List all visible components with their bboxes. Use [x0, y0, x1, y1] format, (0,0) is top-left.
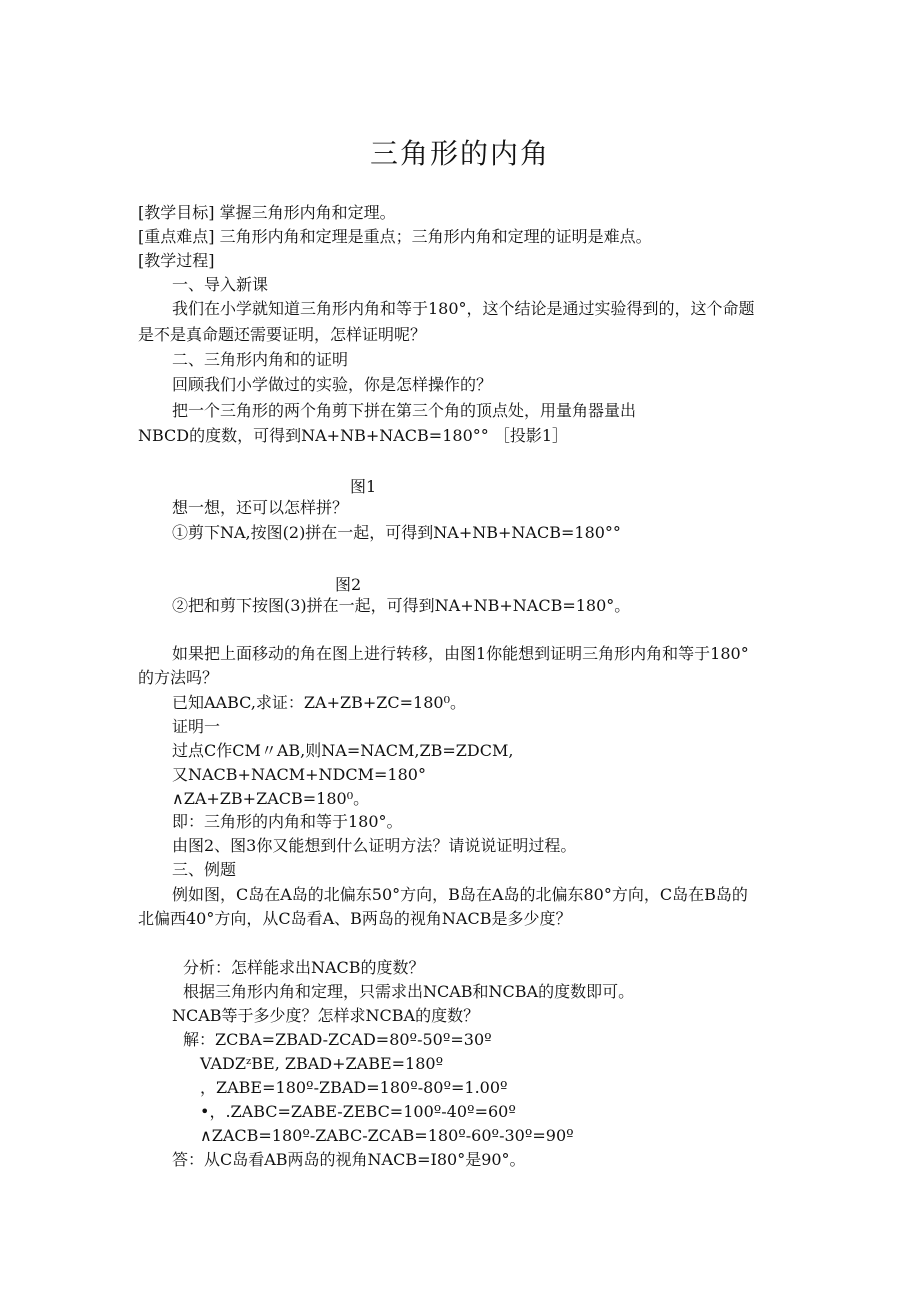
figure-2-caption: 图2	[335, 575, 362, 594]
page-title: 三角形的内角	[369, 137, 550, 170]
solution-step-5: ∧ZACB=180º-ZABC-ZCAB=180º-60º-30º=90º	[200, 1126, 574, 1145]
further-question: 由图2、图3你又能想到什么证明方法？请说说证明过程。	[172, 836, 577, 855]
intro-paragraph-line-1: 我们在小学就知道三角形内角和等于180°，这个结论是通过实验得到的，这个命题	[172, 299, 755, 318]
example-line-1: 例如图，C岛在A岛的北偏东50°方向，B岛在A岛的北偏东80°方向，C岛在B岛的	[172, 885, 748, 904]
section-heading-example: 三、例题	[172, 860, 237, 879]
key-points: [重点难点] 三角形内角和定理是重点；三角形内角和定理的证明是难点。	[138, 227, 652, 246]
think-prompt: 想一想，还可以怎样拼？	[172, 498, 349, 517]
example-line-2: 北偏西40°方向，从C岛看A、B两岛的视角NACB是多少度？	[138, 909, 572, 928]
solution-step-3: ，ZABE=180º-ZBAD=180º-80º=1.00º	[200, 1078, 508, 1097]
method-item-1: ①剪下NA,按图(2)拼在一起，可得到NA+NB+NACB=180°°	[172, 523, 621, 542]
given-statement: 已知AABC,求证：ZA+ZB+ZC=180⁰。	[172, 693, 467, 712]
transfer-question-line-1: 如果把上面移动的角在图上进行转移，由图1你能想到证明三角形内角和等于180°	[172, 644, 749, 663]
proof-step-3: ∧ZA+ZB+ZACB=180⁰。	[172, 789, 370, 808]
solution-step-2: VADZᶻBE, ZBAD+ZABE=180º	[200, 1054, 444, 1073]
proof-step-1: 过点C作CM〃AB,则NA=NACM,ZB=ZDCM,	[172, 741, 514, 760]
teaching-objective: [教学目标] 掌握三角形内角和定理。	[138, 203, 396, 222]
proof-step-2: 又NACB+NACM+NDCM=180°	[172, 765, 426, 784]
figure-1-caption: 图1	[350, 477, 377, 496]
analysis-line-3: NCAB等于多少度？怎样求NCBA的度数？	[172, 1006, 480, 1025]
cut-experiment-line-1: 把一个三角形的两个角剪下拼在第三个角的顶点处，用量角器量出	[172, 401, 637, 420]
section-heading-proof: 二、三角形内角和的证明	[172, 350, 349, 369]
solution-step-1: 解：ZCBA=ZBAD-ZCAD=80º-50º=30º	[183, 1030, 492, 1049]
proof-conclusion: 即：三角形的内角和等于180°。	[172, 812, 403, 831]
answer: 答：从C岛看AB两岛的视角NACB=I80°是90°。	[172, 1150, 526, 1169]
proof-label: 证明一	[172, 717, 221, 736]
analysis-line-1: 分析：怎样能求出NACB的度数？	[183, 958, 425, 977]
intro-paragraph-line-2: 是不是真命题还需要证明，怎样证明呢？	[138, 325, 427, 344]
solution-step-4: •，.ZABC=ZABE-ZEBC=100º-40º=60º	[200, 1102, 516, 1121]
review-text: 回顾我们小学做过的实验，你是怎样操作的？	[172, 375, 493, 394]
transfer-question-line-2: 的方法吗？	[138, 668, 219, 687]
section-heading-intro: 一、导入新课	[172, 275, 269, 294]
analysis-line-2: 根据三角形内角和定理，只需求出NCAB和NCBA的度数即可。	[183, 982, 635, 1001]
method-item-2: ②把和剪下按图(3)拼在一起，可得到NA+NB+NACB=180°。	[172, 596, 631, 615]
teaching-process-label: [教学过程]	[138, 251, 215, 270]
cut-experiment-line-2: NBCD的度数，可得到NA+NB+NACB=180°° ［投影1］	[138, 426, 569, 445]
